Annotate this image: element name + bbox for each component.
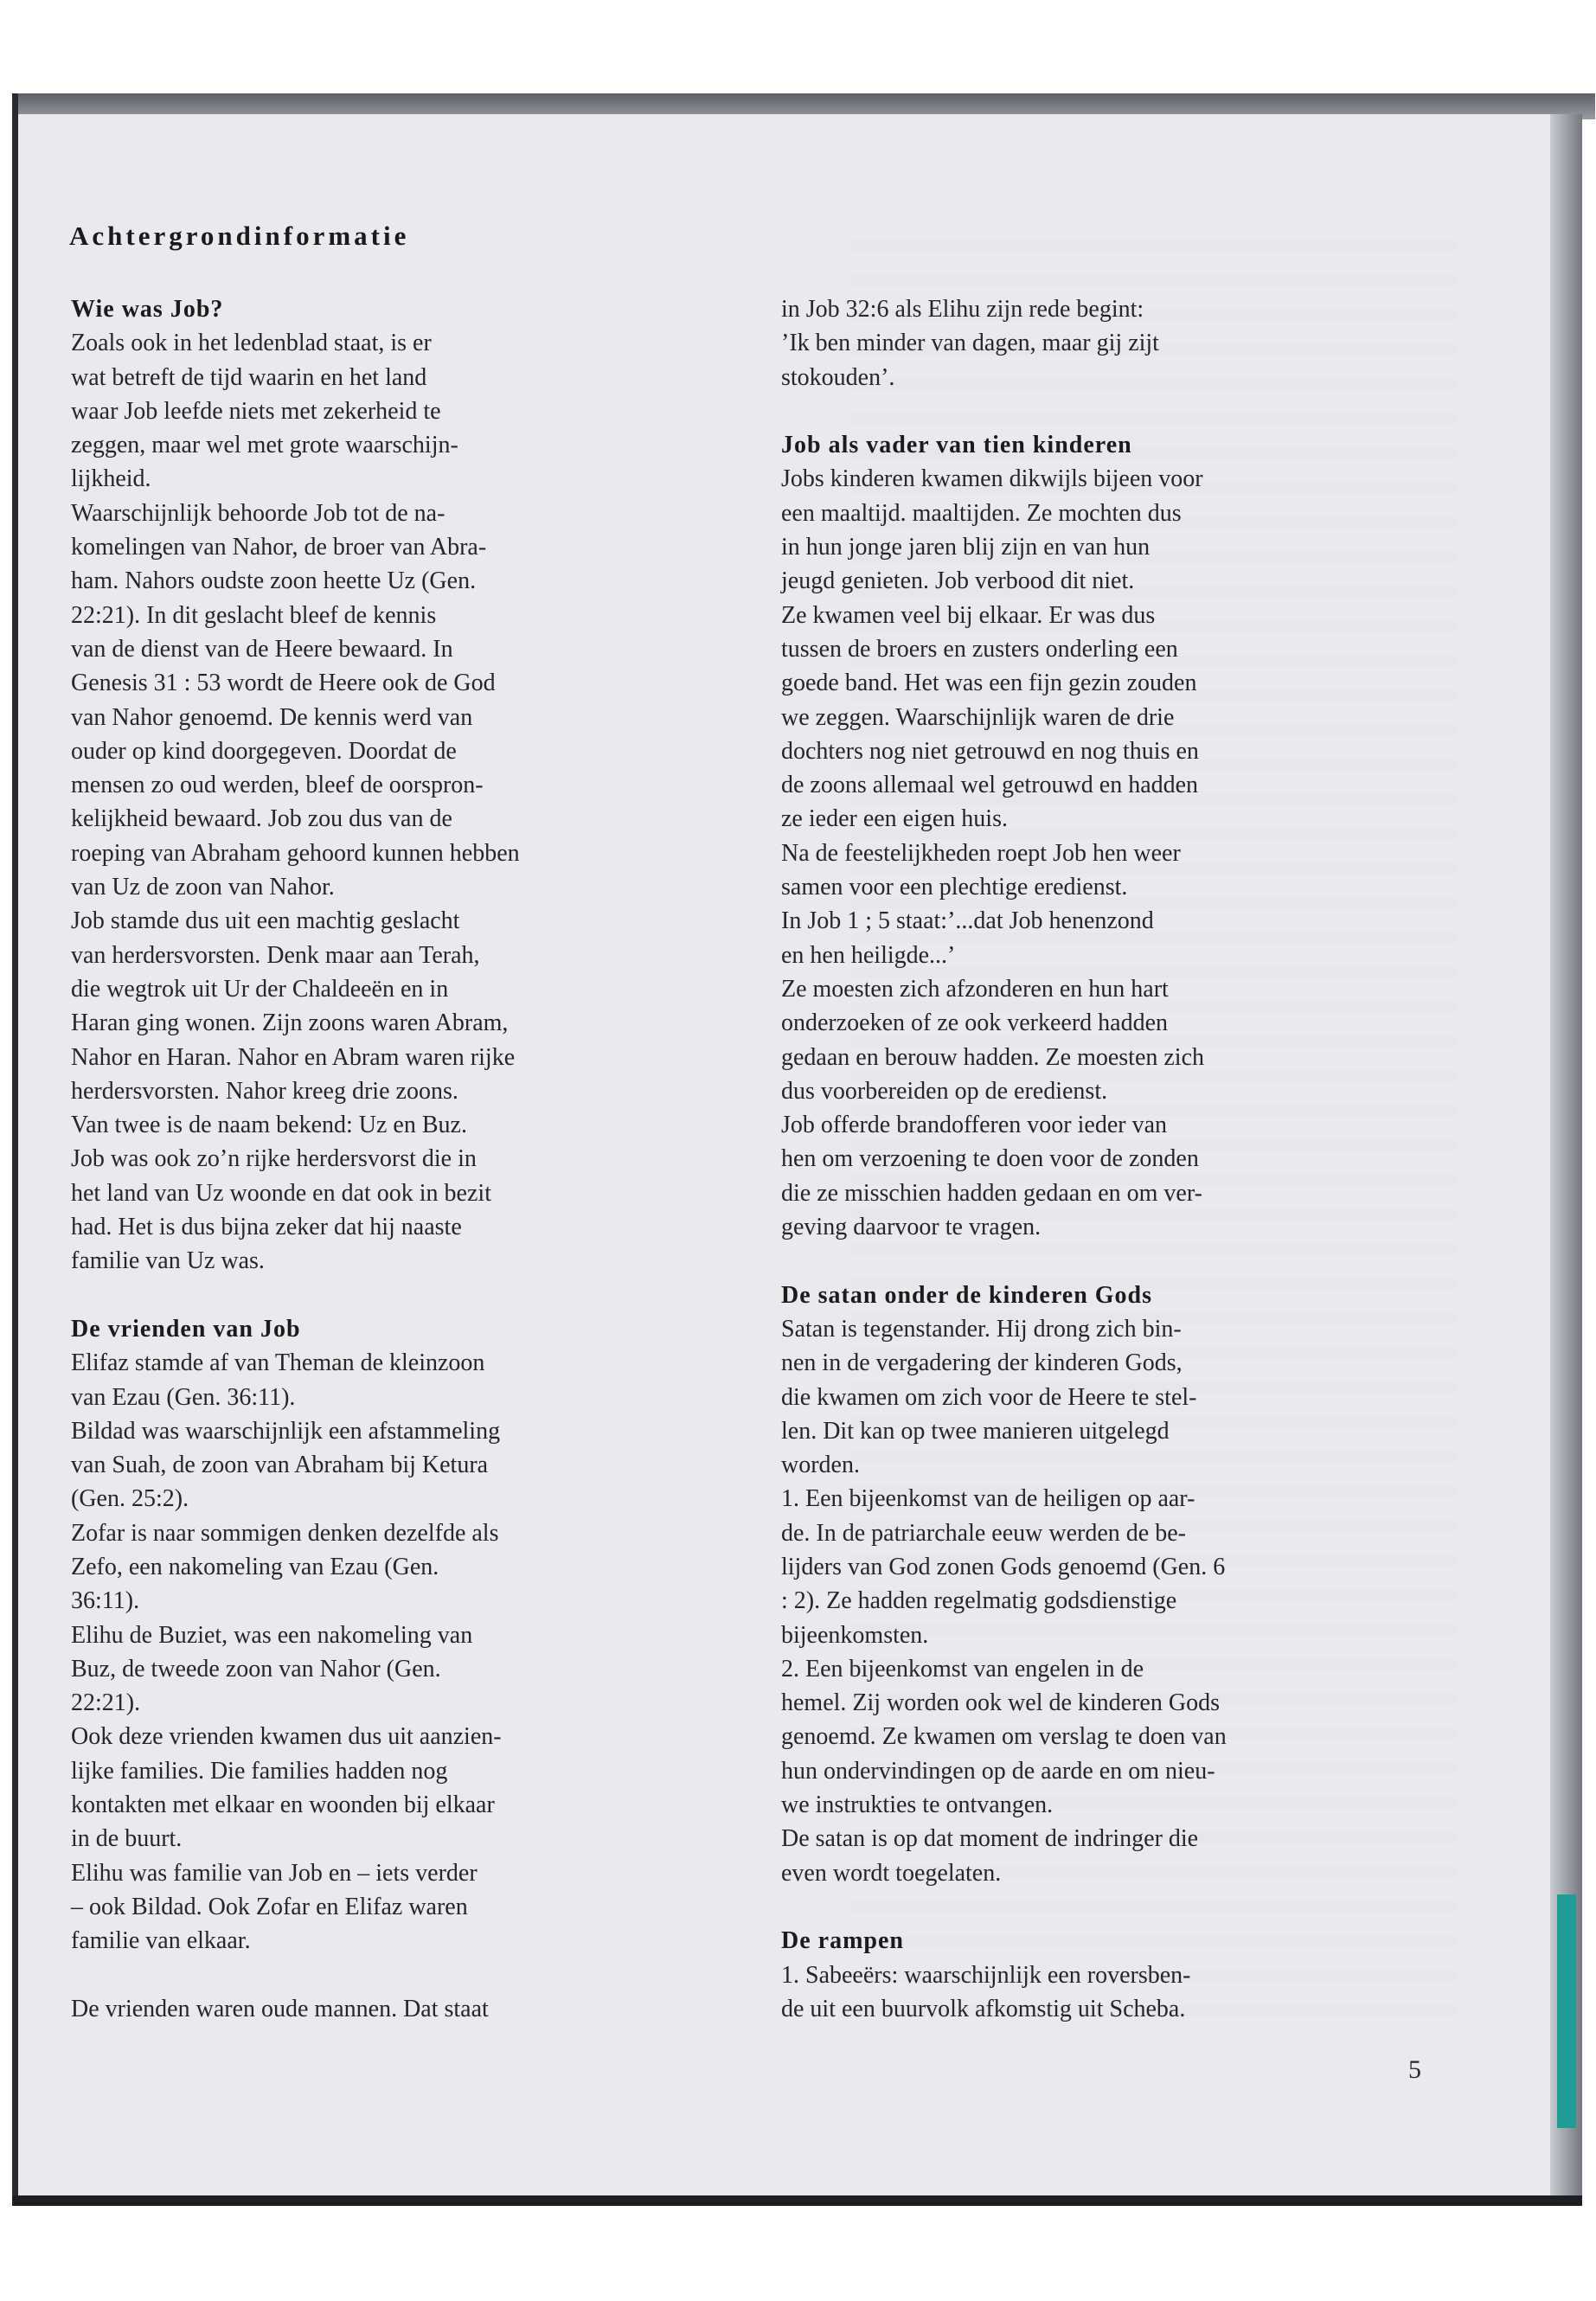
text-line: mensen zo oud werden, bleef de oorspron- — [71, 772, 484, 799]
text-line: van Suah, de zoon van Abraham bij Ketura — [71, 1452, 489, 1479]
text-line: van Nahor genoemd. De kennis werd van — [71, 703, 473, 731]
text-line: geving daarvoor te vragen. — [781, 1214, 1042, 1241]
text-line: de zoons allemaal wel getrouwd en hadden — [781, 772, 1199, 799]
text-line: 1. Een bijeenkomst van de heiligen op aar- — [781, 1485, 1195, 1513]
text-line: dochters nog niet getrouwd en nog thuis en — [781, 737, 1199, 765]
text-line: in Job 32:6 als Elihu zijn rede begint: — [781, 296, 1144, 323]
text-line: Zoals ook in het ledenblad staat, is er — [71, 330, 432, 357]
section-heading: De rampen — [781, 1927, 904, 1955]
text-line: gedaan en berouw hadden. Ze moesten zich — [781, 1043, 1205, 1071]
teal-edge-strip — [1557, 1894, 1576, 2128]
text-line: in de buurt. — [71, 1825, 183, 1853]
text-line: Na de feestelijkheden roept Job hen weer — [781, 839, 1181, 867]
text-line: een maaltijd. maaltijden. Ze mochten dus — [781, 499, 1182, 527]
text-line: bijeenkomsten. — [781, 1621, 929, 1649]
left-column — [71, 292, 728, 2026]
text-line: en hen heiligde...’ — [781, 941, 956, 969]
text-line: 22:21). — [71, 1689, 141, 1717]
section-heading: Wie was Job? — [71, 296, 224, 323]
text-line: jeugd genieten. Job verbood dit niet. — [781, 567, 1135, 595]
text-line: len. Dit kan op twee manieren uitgelegd — [781, 1417, 1170, 1445]
text-line: ’Ik ben minder van dagen, maar gij zijt — [781, 330, 1159, 357]
text-line: Satan is tegenstander. Hij drong zich bin- — [781, 1315, 1182, 1343]
text-line: van Ezau (Gen. 36:11). — [71, 1383, 296, 1411]
text-line: ouder op kind doorgegeven. Doordat de — [71, 737, 457, 765]
page-left-edge — [12, 93, 18, 2204]
text-line: Elihu de Buziet, was een nakomeling van — [71, 1621, 473, 1649]
text-line: Haran ging wonen. Zijn zoons waren Abram, — [71, 1009, 509, 1037]
text-line: komelingen van Nahor, de broer van Abra- — [71, 534, 487, 561]
text-line: hun ondervindingen op de aarde en om nieu- — [781, 1757, 1215, 1785]
page-number: 5 — [1408, 2055, 1421, 2084]
text-line: we zeggen. Waarschijnlijk waren de drie — [781, 703, 1175, 731]
text-line: die ze misschien hadden gedaan en om ver- — [781, 1179, 1202, 1207]
text-line: even wordt toegelaten. — [781, 1859, 1002, 1887]
text-line: Van twee is de naam bekend: Uz en Buz. — [71, 1112, 467, 1139]
text-line: hen om verzoening te doen voor de zonden — [781, 1145, 1199, 1173]
text-line: Job offerde brandofferen voor ieder van — [781, 1112, 1168, 1139]
text-line: Buz, de tweede zoon van Nahor (Gen. — [71, 1655, 441, 1682]
text-line: lijders van God zonen Gods genoemd (Gen. 6 — [781, 1553, 1226, 1580]
text-line: dus voorbereiden op de eredienst. — [781, 1077, 1108, 1105]
text-line: roeping van Abraham gehoord kunnen hebben — [71, 839, 520, 867]
paragraph-gap — [781, 394, 1421, 428]
text-line: goede band. Het was een fijn gezin zouden — [781, 670, 1197, 697]
text-line: ham. Nahors oudste zoon heette Uz (Gen. — [71, 567, 477, 595]
text-line: Elifaz stamde af van Theman de kleinzoon — [71, 1349, 485, 1377]
text-line: Genesis 31 : 53 wordt de Heere ook de God — [71, 670, 496, 697]
text-line: 2. Een bijeenkomst van engelen in de — [781, 1655, 1144, 1682]
text-line: Ook deze vrienden kwamen dus uit aanzien- — [71, 1723, 502, 1751]
page-bottom-edge — [12, 2195, 1582, 2206]
text-line: nen in de vergadering der kinderen Gods, — [781, 1349, 1183, 1377]
text-line: hemel. Zij worden ook wel de kinderen Gods — [781, 1689, 1220, 1717]
text-line: van de dienst van de Heere bewaard. In — [71, 635, 453, 663]
text-line: wat betreft de tijd waarin en het land — [71, 363, 427, 391]
text-line: van Uz de zoon van Nahor. — [71, 874, 335, 901]
section-heading: De vrienden van Job — [71, 1315, 301, 1343]
text-line: Waarschijnlijk behoorde Job tot de na- — [71, 499, 445, 527]
text-line: de uit een buurvolk afkomstig uit Scheba. — [781, 1995, 1186, 2022]
text-line: Job was ook zo’n rijke herdersvorst die in — [71, 1145, 477, 1173]
text-line: genoemd. Ze kwamen om verslag te doen van — [781, 1723, 1227, 1751]
text-line: de. In de patriarchale eeuw werden de be- — [781, 1519, 1186, 1547]
text-line: Job stamde dus uit een machtig geslacht — [71, 907, 460, 935]
text-line: onderzoeken of ze ook verkeerd hadden — [781, 1009, 1169, 1037]
paragraph-gap — [71, 1958, 728, 1992]
text-line: lijkheid. — [71, 465, 151, 493]
text-line: 1. Sabeeërs: waarschijnlijk een roversben- — [781, 1961, 1191, 1989]
text-line: Ze moesten zich afzonderen en hun hart — [781, 975, 1169, 1003]
text-line: we instrukties te ontvangen. — [781, 1791, 1054, 1819]
text-line: het land van Uz woonde en dat ook in bezit — [71, 1179, 491, 1207]
text-line: familie van Uz was. — [71, 1247, 265, 1275]
text-line: 22:21). In dit geslacht bleef de kennis — [71, 601, 437, 629]
text-line: worden. — [781, 1452, 860, 1479]
section-heading: Job als vader van tien kinderen — [781, 432, 1132, 459]
text-line: kontakten met elkaar en woonden bij elkaar — [71, 1791, 495, 1819]
text-line: stokouden’. — [781, 363, 895, 391]
text-line: (Gen. 25:2). — [71, 1485, 189, 1513]
text-line: Zefo, een nakomeling van Ezau (Gen. — [71, 1553, 439, 1580]
text-line: – ook Bildad. Ook Zofar en Elifaz waren — [71, 1893, 468, 1920]
text-line: Ze kwamen veel bij elkaar. Er was dus — [781, 601, 1156, 629]
text-line: : 2). Ze hadden regelmatig godsdienstige — [781, 1587, 1177, 1615]
text-line: ze ieder een eigen huis. — [781, 805, 1008, 833]
text-line: in hun jonge jaren blij zijn en van hun — [781, 534, 1151, 561]
paragraph-gap — [71, 1279, 728, 1312]
text-line: Zofar is naar sommigen denken dezelfde als — [71, 1519, 499, 1547]
right-column — [781, 292, 1421, 2026]
text-line: samen voor een plechtige eredienst. — [781, 874, 1128, 901]
text-line: lijke families. Die families hadden nog — [71, 1757, 448, 1785]
text-line: zeggen, maar wel met grote waarschijn- — [71, 432, 458, 459]
text-line: waar Job leefde niets met zekerheid te — [71, 397, 441, 425]
text-line: kelijkheid bewaard. Job zou dus van de — [71, 805, 452, 833]
text-line: Jobs kinderen kwamen dikwijls bijeen voor — [781, 465, 1203, 493]
page-right-edge — [1550, 114, 1582, 2195]
text-line: die kwamen om zich voor de Heere te stel- — [781, 1383, 1197, 1411]
text-line: In Job 1 ; 5 staat:’...dat Job henenzond — [781, 907, 1154, 935]
section-heading: De satan onder de kinderen Gods — [781, 1281, 1153, 1309]
page-heading: Achtergrondinformatie — [69, 221, 410, 251]
text-line: herdersvorsten. Nahor kreeg drie zoons. — [71, 1077, 458, 1105]
text-line: tussen de broers en zusters onderling een — [781, 635, 1178, 663]
text-line: De satan is op dat moment de indringer die — [781, 1825, 1199, 1853]
paragraph-gap — [781, 1244, 1421, 1278]
text-line: De vrienden waren oude mannen. Dat staat — [71, 1995, 489, 2022]
paragraph-gap — [781, 1890, 1421, 1924]
text-line: die wegtrok uit Ur der Chaldeeën en in — [71, 975, 449, 1003]
text-line: had. Het is dus bijna zeker dat hij naaste — [71, 1214, 462, 1241]
text-line: van herdersvorsten. Denk maar aan Terah, — [71, 941, 480, 969]
text-line: Nahor en Haran. Nahor en Abram waren rijke — [71, 1043, 516, 1071]
text-line: Elihu was familie van Job en – iets verder — [71, 1859, 478, 1887]
text-line: Bildad was waarschijnlijk een afstammeling — [71, 1417, 501, 1445]
text-line: familie van elkaar. — [71, 1927, 251, 1955]
text-line: 36:11). — [71, 1587, 140, 1615]
